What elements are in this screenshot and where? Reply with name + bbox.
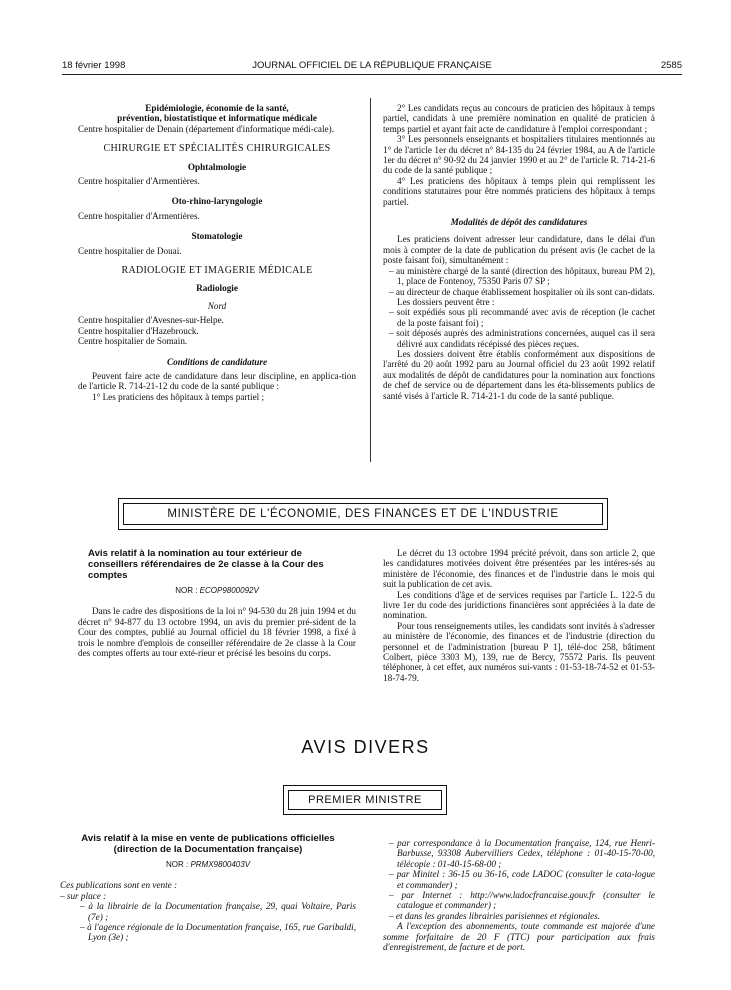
right-column [383, 103, 655, 401]
subheading-oto-rhino: Oto-rhino-laryngologie [171, 196, 263, 207]
avis-publications-left [60, 833, 356, 943]
header-journal-title: JOURNAL OFFICIEL DE LA RÉPUBLIQUE FRANÇAISE [252, 60, 492, 71]
paragraph-majoration: A l'exception des abonnements, toute commande est majorée d'une somme forfaitaire de 20 F (TTC) pour participation aux frais d'enregistrement, de facture et de port. [383, 921, 655, 953]
avis-cour-comptes-right [383, 548, 655, 683]
left-column [78, 103, 356, 402]
subheading-radiologie: Radiologie [196, 283, 238, 294]
heading-prevention: prévention, biostatistique et informatique médicale [117, 113, 317, 124]
paragraph-praticiens-1: 1° Les praticiens des hôpitaux à temps partiel ; [92, 391, 265, 402]
nor-label: NOR : [165, 860, 189, 869]
centre-somain: Centre hospitalier de Somain. [78, 336, 188, 347]
nor-label: NOR : [175, 586, 198, 595]
subheading-ophtalmologie: Ophtalmologie [187, 161, 247, 172]
centre-avesnes: Centre hospitalier d'Avesnes-sur-Helpe. [78, 315, 224, 326]
ministry-title: MINISTÈRE DE L'ÉCONOMIE, DES FINANCES ET DE L'INDUSTRIE [123, 503, 603, 525]
avis-cour-comptes-nor [78, 586, 356, 596]
list-item-internet: – par Internet : http://www.ladocfrancaise.gouv.fr (consulter le catalogue et commander) ; [389, 890, 655, 911]
column-divider [370, 98, 371, 462]
subheading-stomatologie: Stomatologie [191, 231, 243, 242]
heading-epidemiologie: Epidémiologie, économie de la santé, [145, 103, 289, 113]
avis-publications-title: Avis relatif à la mise en vente de publications officielles (direction de la Documentation française) [81, 833, 335, 855]
paragraph-en-vente: Ces publications sont en vente : [60, 880, 178, 891]
nor-code: PRMX9800403V [190, 860, 251, 869]
avis-publications-nor [60, 860, 356, 870]
page-header [62, 60, 682, 74]
paragraph-item-3: 3° Les personnels enseignants et hospitaliers titulaires mentionnés au 1° de l'article 1er du décret n° 84-135 du 24 février 1984, au A de l'article 1er du décret n° 90-92 du 24 janvier 1990 et au 2° de l'article R. 714-21-6 du code de la santé publique ; [383, 134, 655, 176]
list-item-agence: – à l'agence régionale de la Documentation française, 165, rue Garibaldi, Lyon (3e) ; [80, 922, 356, 943]
avis-cour-comptes-title: Avis relatif à la nomination au tour extérieur de conseillers référendaires de 2e classe à la Cour des comptes [88, 548, 324, 581]
paragraph-denain: Centre hospitalier de Denain (département d'informatique médi-cale). [78, 123, 334, 134]
subheading-modalites: Modalités de dépôt des candidatures [450, 217, 588, 228]
paragraph-modalites: Les praticiens doivent adresser leur candidature, dans le délai d'un mois à compter de la date de publication du présent avis (le cachet de la poste faisant foi), simultanément : [383, 234, 655, 266]
premier-ministre-title: PREMIER MINISTRE [288, 790, 442, 810]
list-item-expedies: – soit expédiés sous pli recommandé avec avis de réception (le cachet de la poste faisant foi) ; [389, 307, 655, 328]
paragraph-conditions: Peuvent faire acte de candidature dans leur discipline, en applica-tion de l'article R. 714-21-12 du code de la santé publique : [78, 370, 356, 392]
header-rule [62, 74, 682, 75]
list-item-correspondance: – par correspondance à la Documentation française, 124, rue Henri-Barbusse, 93308 Aubervilliers Cedex, téléphone : 01-40-15-70-00, télécopie : 01-40-15-68-00 ; [389, 838, 655, 869]
avis-publications-right [383, 838, 655, 952]
paragraph-item-2: 2° Les candidats reçus au concours de praticien des hôpitaux à temps partiel, candidats à une première nomination en qualité de praticien à temps partiel et ayant fait acte de candidature à l'emploi correspondant ; [383, 103, 655, 134]
paragraph-conditions-age: Les conditions d'âge et de services requises par l'article L. 122-5 du livre 1er du code des juridictions financières sont appréciées à la date de nomination. [383, 589, 655, 621]
list-item-librairies: – et dans les grandes librairies parisiennes et régionales. [389, 910, 601, 921]
section-chirurgie: CHIRURGIE ET SPÉCIALITÉS CHIRURGICALES [103, 143, 331, 155]
list-item-sur-place: – sur place : [60, 890, 107, 901]
header-page-number: 2585 [660, 60, 682, 71]
list-item-librairie: – à la librairie de la Documentation française, 29, quai Voltaire, Paris (7e) ; [80, 901, 356, 922]
list-item-ministere: – au ministère chargé de la santé (direction des hôpitaux, bureau PM 2), 1, place de Fontenoy, 75350 Paris 07 SP ; [389, 265, 655, 287]
list-item-minitel: – par Minitel : 36-15 ou 36-16, code LADOC (consulter le cata-logue et commander) ; [389, 869, 655, 890]
paragraph-armentieres-1: Centre hospitalier d'Armentières. [78, 176, 200, 187]
paragraph-dossiers: Les dossiers peuvent être : [397, 296, 495, 307]
list-item-deposes: – soit déposés auprès des administrations concernées, auquel cas il sera délivré aux candidats récépissé des pièces reçues. [389, 328, 655, 349]
paragraph-renseignements: Pour tous renseignements utiles, les candidats sont invités à s'adresser au ministère de l'économie, des finances et de l'industrie (direction du personnel et de l'administration [bureau P 1], télé-doc 258, bâtiment Colbert, pièce 3303 M), 139, rue de Bercy, 75572 Paris. Ils peuvent téléphoner, à cet effet, aux numéros sui-vants : 01-53-18-74-52 et 01-53-18-74-79. [383, 620, 655, 683]
section-avis-divers: AVIS DIVERS [301, 737, 430, 757]
region-nord: Nord [207, 300, 227, 311]
avis-cour-comptes-left [78, 548, 356, 658]
list-item-directeur: – au directeur de chaque établissement hospitalier où ils sont can-didats. [389, 286, 655, 297]
header-date: 18 février 1998 [62, 60, 126, 71]
paragraph-item-4: 4° Les praticiens des hôpitaux à temps plein qui remplissent les conditions statutaires pour être nommés praticiens des hôpitaux à temps partiel. [383, 175, 655, 207]
paragraph-conformite: Les dossiers doivent être établis conformément aux dispositions de l'arrêté du 20 août 1992 paru au Journal officiel du 23 août 1992 relatif aux modalités de dépôt de candidatures pour la nomination aux fonctions de chef de service ou de département dans les éta-blissements publics de santé visés à l'article R. 714-21-1 du code de la santé publique. [383, 348, 655, 401]
section-radiologie: RADIOLOGIE ET IMAGERIE MÉDICALE [121, 265, 313, 277]
paragraph-decret: Le décret du 13 octobre 1994 précité prévoit, dans son article 2, que les candidatures motivées doivent être présentées par les intéres-sés au ministère de l'économie, des finances et de l'industrie dans le mois qui suit la publication de cet avis. [383, 548, 655, 590]
avis-cour-comptes-paragraph: Dans le cadre des dispositions de la loi n° 94-530 du 28 juin 1994 et du décret n° 94-877 du 13 octobre 1994, un avis du premier pré-sident de la Cour des comptes, publié au Journal officiel du 18 février 1998, a fixé à trois le nombre d'emplois de conseiller référendaire de 2e classe à la Cour des comptes offerts au tour exté-rieur et précisé les besoins du corps. [78, 606, 356, 659]
paragraph-douai: Centre hospitalier de Douai. [78, 245, 182, 256]
nor-code: ECOP9800092V [199, 586, 259, 595]
subheading-conditions: Conditions de candidature [166, 356, 268, 367]
paragraph-armentieres-2: Centre hospitalier d'Armentières. [78, 210, 200, 221]
centre-hazebrouck: Centre hospitalier d'Hazebrouck. [78, 325, 199, 336]
